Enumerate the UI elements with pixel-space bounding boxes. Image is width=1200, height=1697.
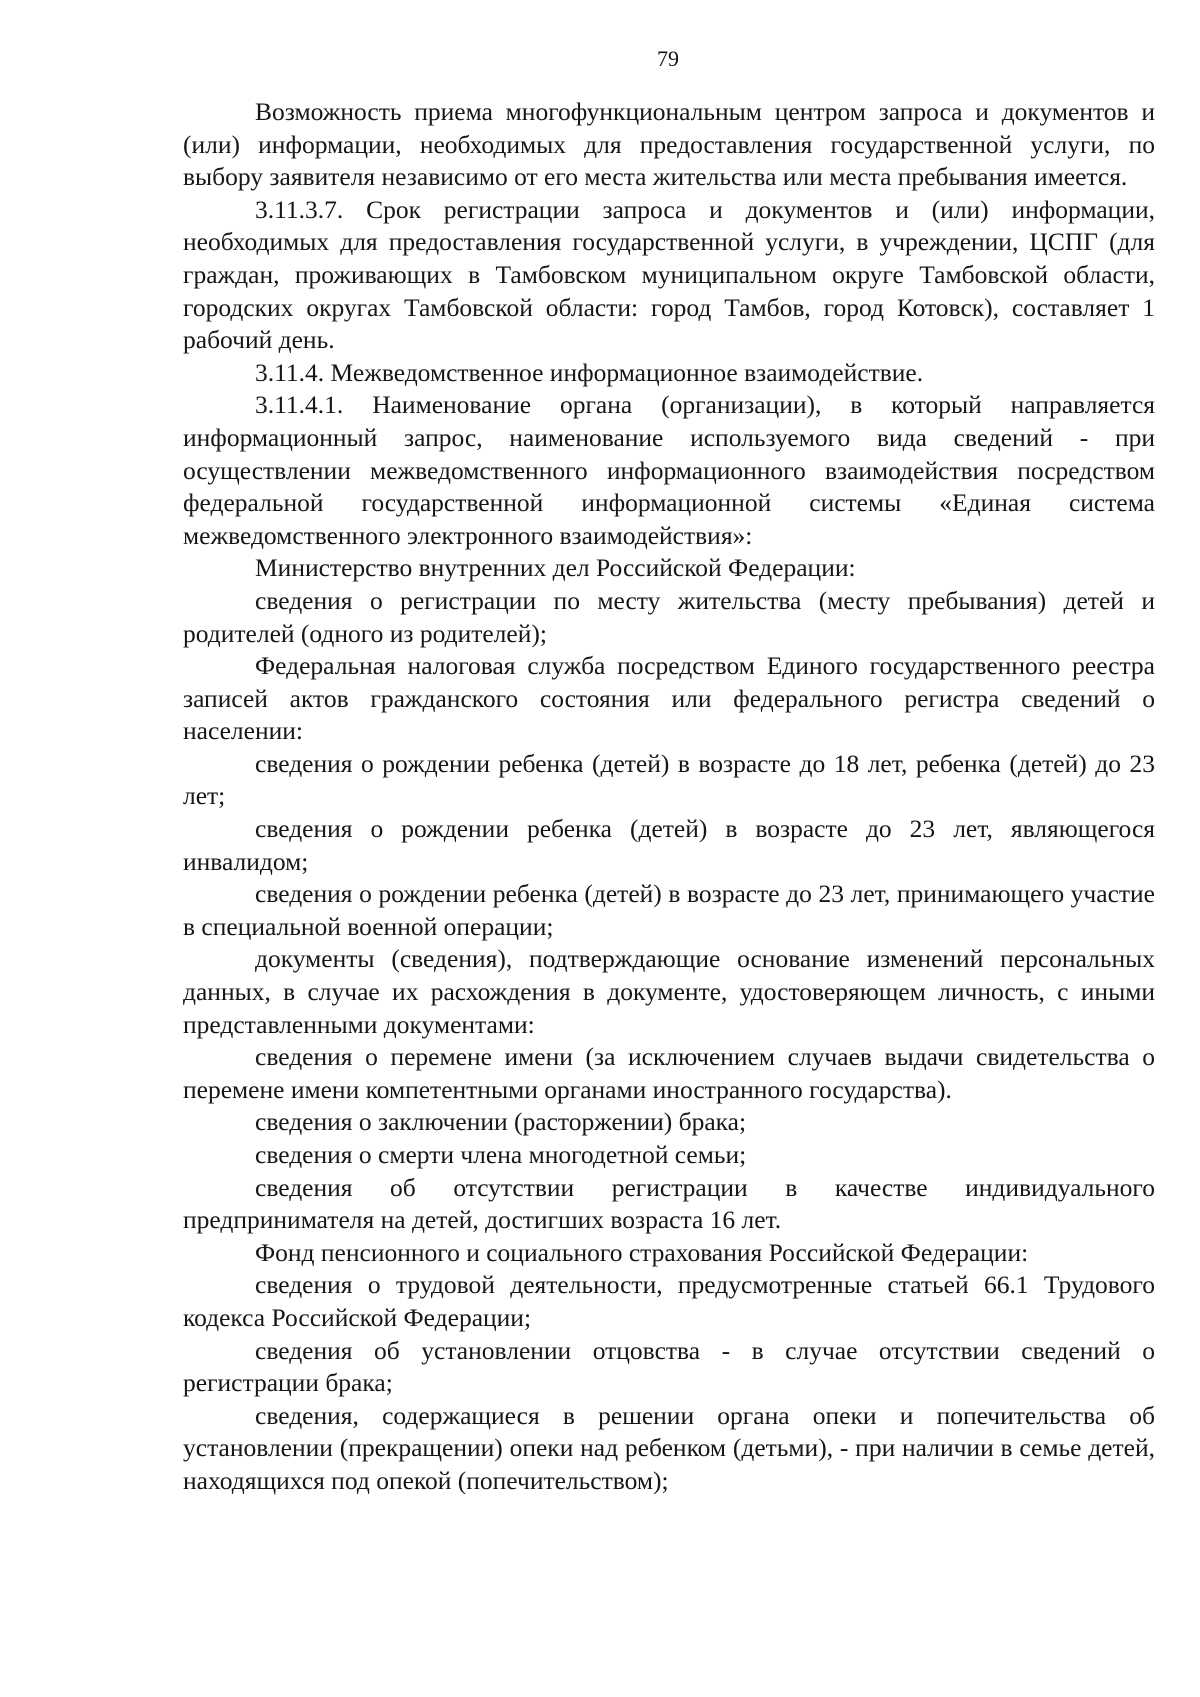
paragraph: сведения о перемене имени (за исключением случаев выдачи свидетельства о перемене имени компетентными органами иностранного государства). — [183, 1042, 1155, 1104]
paragraph: сведения о смерти члена многодетной семьи; — [255, 1140, 747, 1169]
paragraph: сведения, содержащиеся в решении органа опеки и попечительства об установлении (прекращении) опеки над ребенком (детьми), - при наличии в семье детей, находящихся под опекой (попечительством); — [183, 1400, 1155, 1495]
paragraph: сведения о рождении ребенка (детей) в возрасте до 18 лет, ребенка (детей) до 23 лет; — [183, 748, 1155, 811]
paragraph: сведения об установлении отцовства - в случае отсутствии сведений о регистрации брака; — [183, 1335, 1155, 1398]
paragraph: Фонд пенсионного и социального страхования Российской Федерации: — [255, 1237, 1029, 1267]
paragraph: сведения об отсутствии регистрации в качестве индивидуального предпринимателя на детей, достигших возраста 16 лет. — [183, 1172, 1155, 1235]
paragraph: 3.11.4. Межведомственное информационное взаимодействие. — [255, 357, 924, 387]
paragraph: 3.11.4.1. Наименование органа (организации), в который направляется информационный запрос, наименование используемого вида сведений - при осуществлении межведомственного информационного взаимодействия посредством федеральной государственной информационной системы «Единая система межведомственного электронного взаимодействия»: — [183, 390, 1155, 550]
paragraph: Возможность приема многофункциональным центром запроса и документов и (или) информации, необходимых для предоставления государственной услуги, по выбору заявителя независимо от его места жительства или места пребывания имеется. — [183, 97, 1155, 192]
paragraph: сведения о заключении (расторжении) брака; — [255, 1107, 747, 1137]
paragraph: 3.11.3.7. Срок регистрации запроса и документов и (или) информации, необходимых для предоставления государственной услуги, в учреждении, ЦСПГ (для граждан, проживающих в Тамбовском муниципальном округе Тамбовской области, городских округах Тамбовской области: город Тамбов, город Котовск), составляет 1 рабочий день. — [183, 194, 1155, 355]
paragraph: Федеральная налоговая служба посредством Единого государственного реестра записей актов гражданского состояния или федерального регистра сведений о населении: — [183, 651, 1155, 746]
paragraph: сведения о регистрации по месту жительства (месту пребывания) детей и родителей (одного из родителей); — [183, 585, 1155, 648]
paragraph: документы (сведения), подтверждающие основание изменений персональных данных, в случае их расхождения в документе, удостоверяющем личность, с иными представленными документами: — [183, 944, 1155, 1039]
paragraph: Министерство внутренних дел Российской Федерации: — [255, 553, 856, 583]
paragraph: сведения о рождении ребенка (детей) в возрасте до 23 лет, принимающего участие в специальной военной операции; — [183, 879, 1155, 941]
paragraph: сведения о трудовой деятельности, предусмотренные статьей 66.1 Трудового кодекса Российской Федерации; — [183, 1270, 1155, 1332]
document-body — [183, 96, 1155, 1498]
paragraph: сведения о рождении ребенка (детей) в возрасте до 23 лет, являющегося инвалидом; — [183, 814, 1155, 876]
page-number: 79 — [657, 46, 679, 71]
